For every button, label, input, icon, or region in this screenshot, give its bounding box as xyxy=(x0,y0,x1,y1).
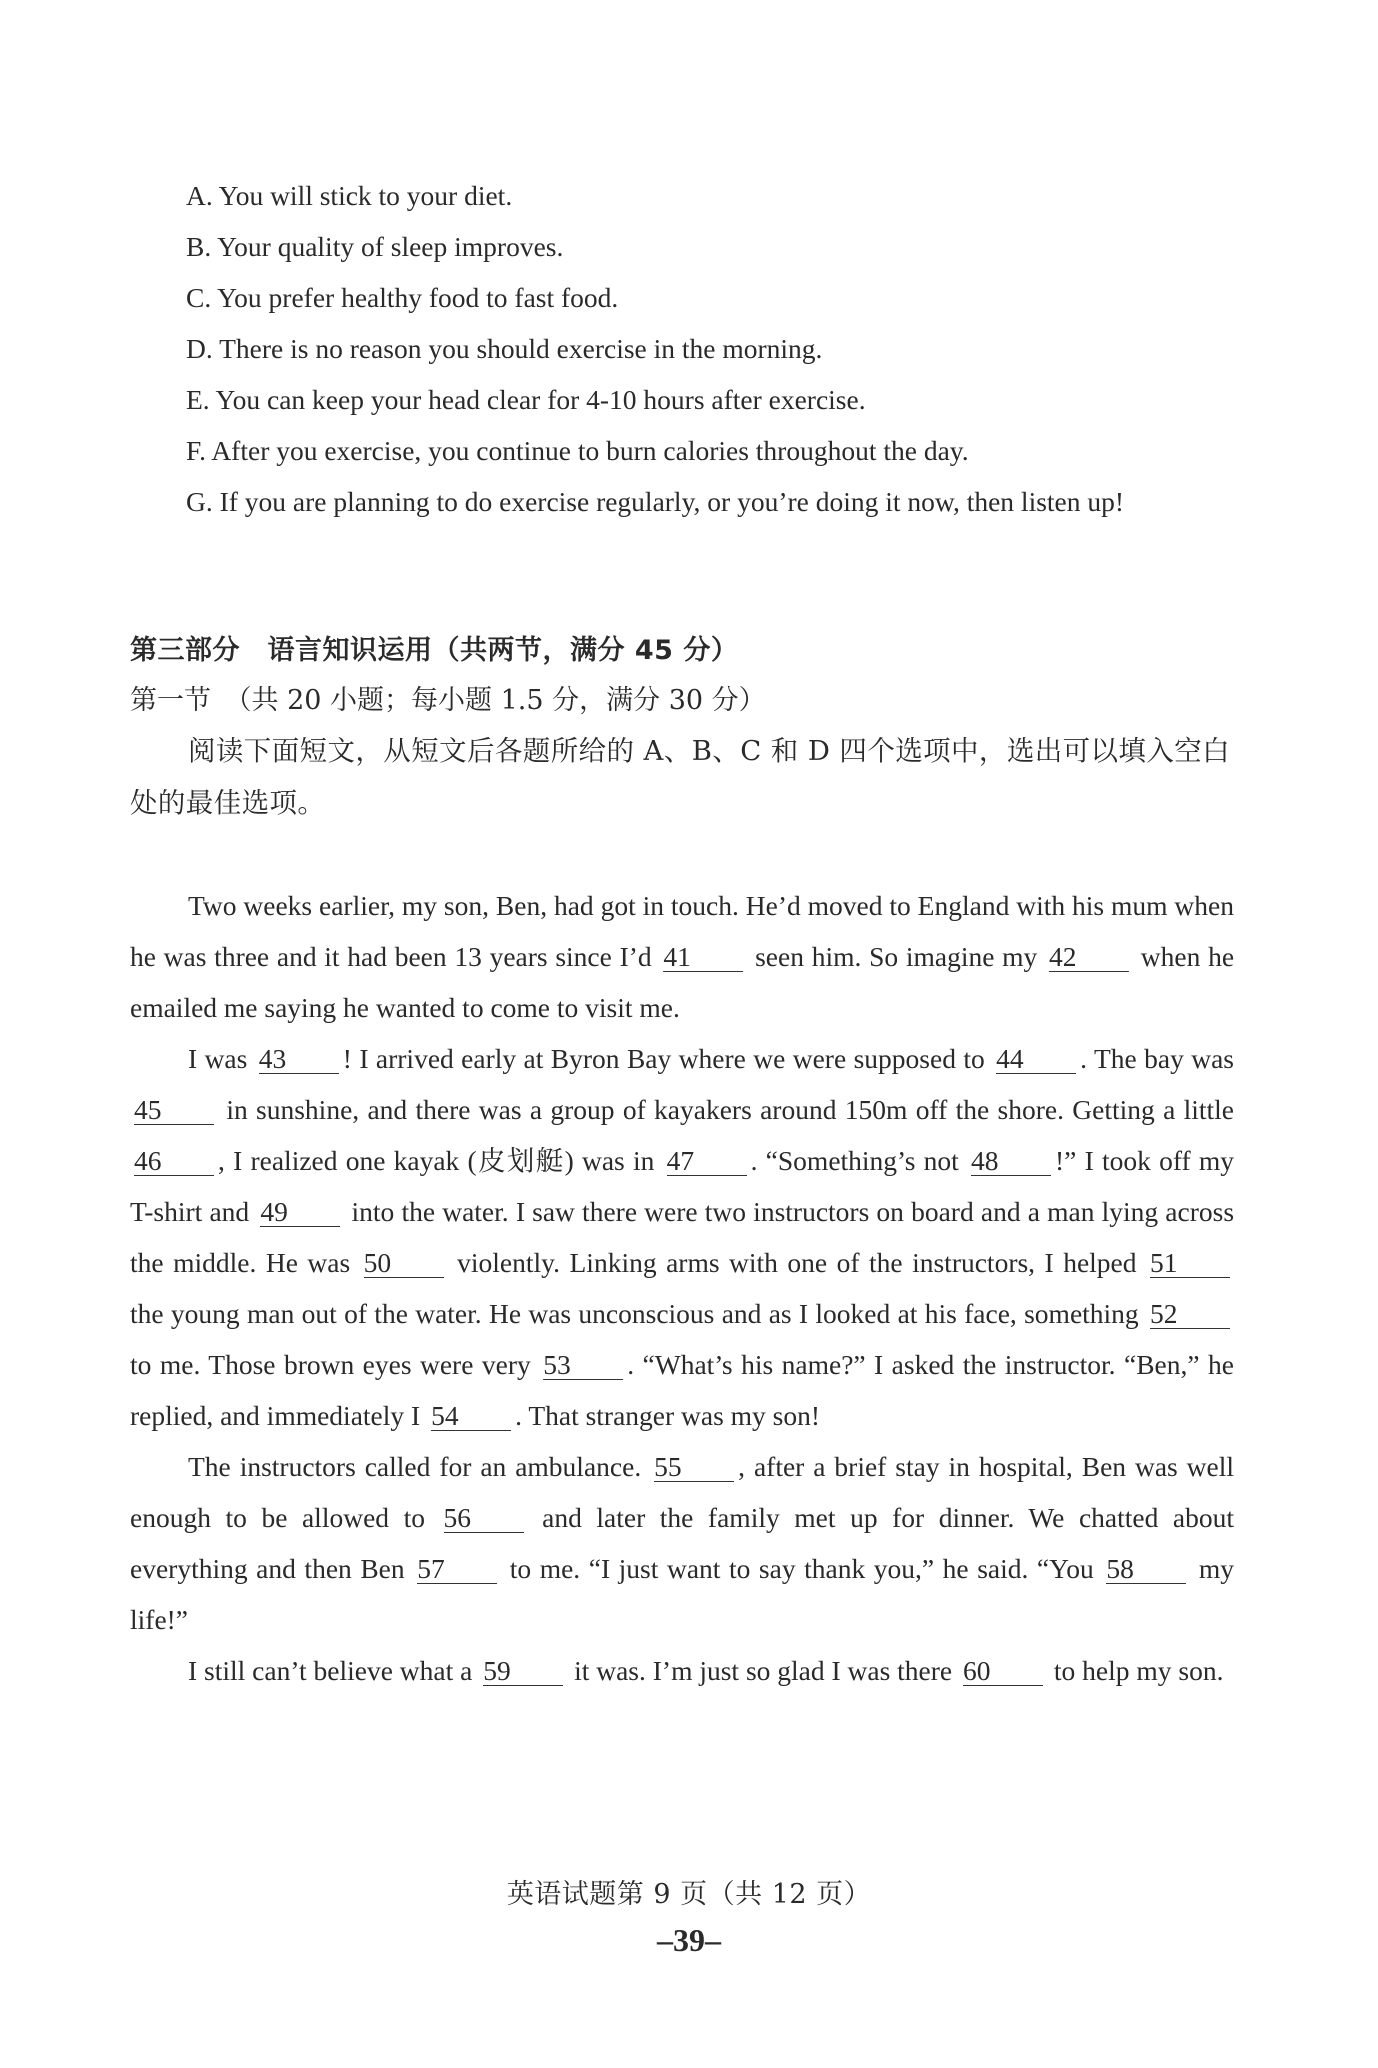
blank-50: 50 xyxy=(364,1249,444,1278)
instructions-text: 阅读下面短文，从短文后各题所给的 A、B、C 和 D 四个选项中，选出可以填入空白处的最佳选项。 xyxy=(130,735,1231,819)
blank-49: 49 xyxy=(260,1198,340,1227)
blank-45: 45 xyxy=(134,1096,214,1125)
passage-text: . “What’s his name?” I asked the instructor. “Ben,” he replied, and immediately I xyxy=(130,1349,1234,1431)
passage-paragraph-2 xyxy=(130,1033,1234,1441)
option-c: C. You prefer healthy food to fast food. xyxy=(186,282,619,313)
passage-text: , I realized one kayak (皮划艇) was in xyxy=(218,1145,655,1176)
blank-55: 55 xyxy=(654,1453,734,1482)
passage-text: The instructors called for an ambulance. xyxy=(188,1451,642,1482)
answer-options-list xyxy=(186,170,1246,527)
blank-46: 46 xyxy=(134,1147,214,1176)
passage-paragraph-4 xyxy=(130,1645,1234,1696)
blank-59: 59 xyxy=(483,1657,563,1686)
passage-text: into the water. I saw there were two instructors on board and a man lying across the middle. He was xyxy=(130,1196,1235,1278)
passage-text: . The bay was xyxy=(1080,1043,1235,1074)
passage-text: violently. Linking arms with one of the instructors, I helped xyxy=(457,1247,1137,1278)
passage-text: to me. “I just want to say thank you,” he said. “You xyxy=(509,1553,1094,1584)
blank-56: 56 xyxy=(444,1504,524,1533)
subsection-heading: 第一节 （共 20 小题；每小题 1.5 分，满分 30 分） xyxy=(130,685,766,716)
option-g: G. If you are planning to do exercise regularly, or you’re doing it now, then listen up! xyxy=(186,486,1125,517)
option-e: E. You can keep your head clear for 4-10 hours after exercise. xyxy=(186,384,866,415)
passage-text: and later the family met up for dinner. We chatted about everything and then Ben xyxy=(130,1502,1235,1584)
blank-60: 60 xyxy=(963,1657,1043,1686)
passage-text: to help my son. xyxy=(1053,1655,1224,1686)
blank-58: 58 xyxy=(1106,1555,1186,1584)
cloze-passage xyxy=(130,880,1234,1696)
footer-page-number: –39– xyxy=(657,1922,721,1958)
passage-text: . “Something’s not xyxy=(750,1145,959,1176)
blank-42: 42 xyxy=(1049,943,1129,972)
blank-57: 57 xyxy=(417,1555,497,1584)
passage-paragraph-1 xyxy=(130,880,1234,1033)
passage-paragraph-3 xyxy=(130,1441,1234,1645)
passage-text: . That stranger was my son! xyxy=(515,1400,821,1431)
blank-54: 54 xyxy=(431,1402,511,1431)
option-b: B. Your quality of sleep improves. xyxy=(186,231,564,262)
passage-text: !” I took off my T-shirt and xyxy=(130,1145,1235,1227)
passage-text: when he emailed me saying he wanted to come to visit me. xyxy=(130,941,1235,1023)
blank-52: 52 xyxy=(1150,1300,1230,1329)
passage-text: to me. Those brown eyes were very xyxy=(130,1349,531,1380)
passage-text: the young man out of the water. He was unconscious and as I looked at his face, something xyxy=(130,1298,1139,1329)
blank-48: 48 xyxy=(971,1147,1051,1176)
blank-47: 47 xyxy=(667,1147,747,1176)
passage-text: , after a brief stay in hospital, Ben was well enough to be allowed to xyxy=(130,1451,1235,1533)
blank-41: 41 xyxy=(663,943,743,972)
passage-text: seen him. So imagine my xyxy=(755,941,1038,972)
section-heading: 第三部分 语言知识运用（共两节，满分 45 分） xyxy=(130,635,739,666)
passage-text: my life!” xyxy=(130,1553,1235,1635)
passage-text: it was. I’m just so glad I was there xyxy=(574,1655,953,1686)
passage-text: in sunshine, and there was a group of kayakers around 150m off the shore. Getting a little xyxy=(226,1094,1235,1125)
passage-text: ! I arrived early at Byron Bay where we were supposed to xyxy=(342,1043,985,1074)
blank-53: 53 xyxy=(543,1351,623,1380)
blank-43: 43 xyxy=(259,1045,339,1074)
passage-text: I was xyxy=(188,1043,248,1074)
blank-51: 51 xyxy=(1150,1249,1230,1278)
blank-44: 44 xyxy=(996,1045,1076,1074)
option-a: A. You will stick to your diet. xyxy=(186,180,513,211)
option-d: D. There is no reason you should exercise in the morning. xyxy=(186,333,823,364)
passage-text: I still can’t believe what a xyxy=(188,1655,473,1686)
option-f: F. After you exercise, you continue to burn calories throughout the day. xyxy=(186,435,969,466)
passage-text: Two weeks earlier, my son, Ben, had got in touch. He’d moved to England with his mum when he was three and it had been 13 years since I’d xyxy=(130,890,1234,972)
footer-page-info: 英语试题第 9 页（共 12 页） xyxy=(506,1879,872,1910)
